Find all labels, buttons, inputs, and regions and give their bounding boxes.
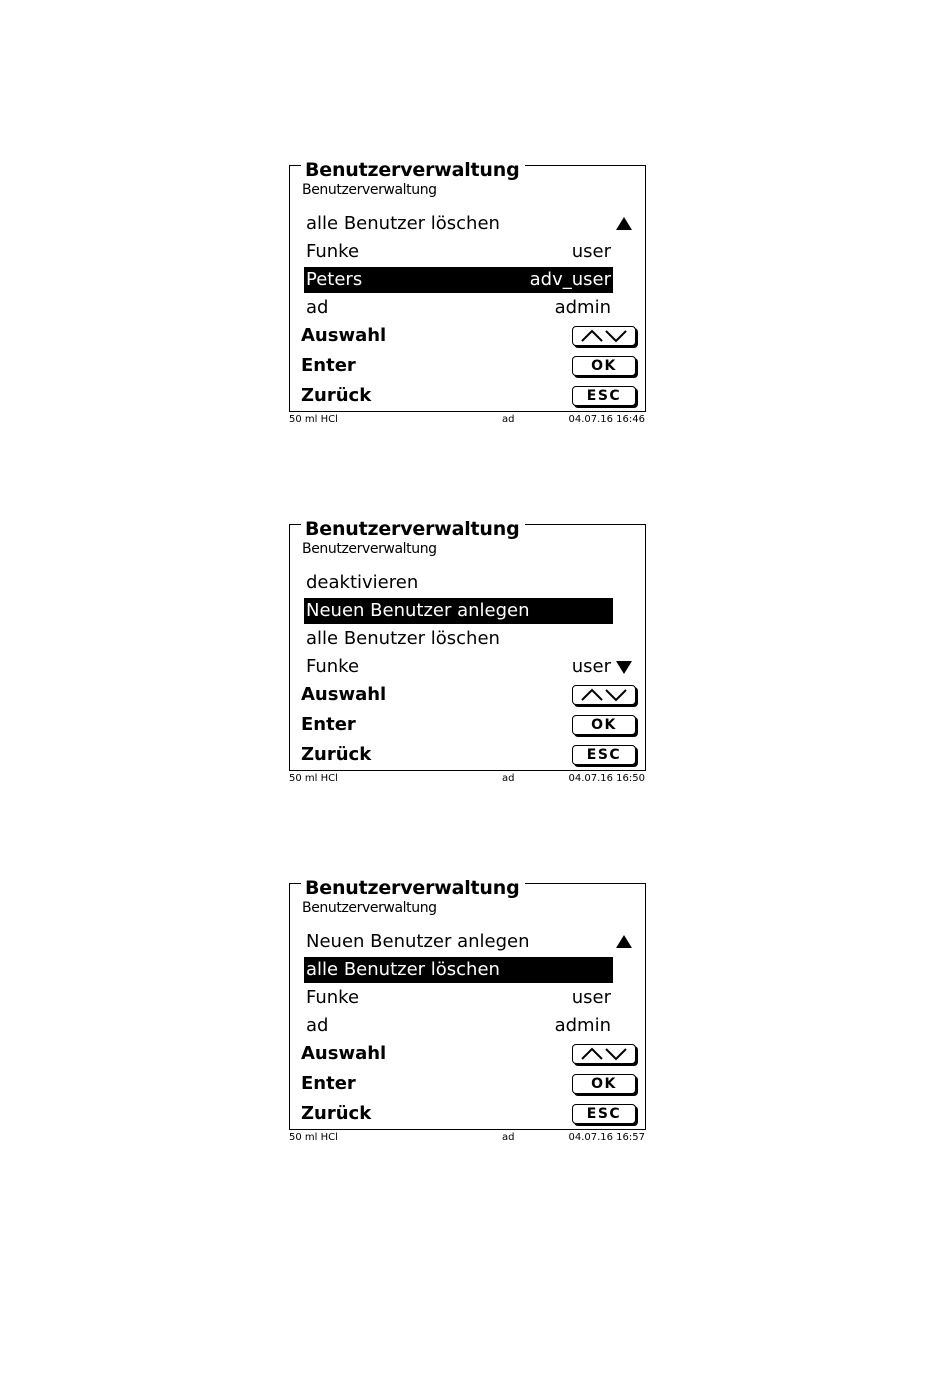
menu-item-label: Funke — [306, 241, 360, 262]
esc-button[interactable]: ESC — [572, 745, 636, 765]
key-row-select — [301, 1041, 636, 1067]
screen-user-management-2 — [289, 518, 646, 787]
up-down-arrows-icon — [579, 688, 629, 702]
key-row-select — [301, 323, 636, 349]
up-arrow-icon — [616, 935, 632, 948]
menu-item-create-user[interactable] — [304, 929, 613, 955]
menu-item-label: deaktivieren — [306, 572, 419, 593]
menu-item-label: alle Benutzer löschen — [306, 628, 500, 649]
status-bar — [289, 412, 646, 428]
status-datetime: 04.07.16 16:57 — [568, 1132, 645, 1143]
ok-button[interactable]: OK — [572, 715, 636, 735]
key-row-enter — [301, 1071, 636, 1097]
menu-item-label: ad — [306, 297, 329, 318]
key-label: Auswahl — [301, 325, 387, 346]
key-label: Enter — [301, 714, 356, 735]
up-down-button[interactable] — [572, 326, 636, 346]
menu-item-user-ad[interactable] — [304, 295, 613, 321]
menu-item-create-user[interactable] — [304, 598, 613, 624]
esc-button[interactable]: ESC — [572, 1104, 636, 1124]
menu-item-role: admin — [554, 1015, 611, 1036]
key-row-back — [301, 383, 636, 409]
menu-item-delete-all-users[interactable] — [304, 211, 613, 237]
status-user: ad — [502, 414, 515, 425]
key-label: Auswahl — [301, 684, 387, 705]
ok-button[interactable]: OK — [572, 1074, 636, 1094]
menu-item-label: Neuen Benutzer anlegen — [306, 600, 530, 621]
menu-item-role: user — [571, 987, 611, 1008]
menu-item-label: alle Benutzer löschen — [306, 959, 500, 980]
key-row-back — [301, 742, 636, 768]
menu-item-role: user — [571, 656, 611, 677]
esc-button[interactable]: ESC — [572, 386, 636, 406]
status-datetime: 04.07.16 16:46 — [568, 414, 645, 425]
key-row-back — [301, 1101, 636, 1127]
menu-item-delete-all-users[interactable] — [304, 957, 613, 983]
up-down-button[interactable] — [572, 685, 636, 705]
menu-item-user-funke[interactable] — [304, 654, 613, 680]
menu-item-role: admin — [554, 297, 611, 318]
up-down-button[interactable] — [572, 1044, 636, 1064]
status-datetime: 04.07.16 16:50 — [568, 773, 645, 784]
screen-subtitle: Benutzerverwaltung — [302, 541, 437, 557]
status-method: 50 ml HCl — [289, 773, 338, 784]
status-user: ad — [502, 1132, 515, 1143]
screen-title: Benutzerverwaltung — [301, 518, 525, 540]
menu-item-label: Funke — [306, 987, 360, 1008]
display-frame — [289, 877, 646, 1130]
ok-button[interactable]: OK — [572, 356, 636, 376]
key-label: Zurück — [301, 744, 372, 765]
screen-subtitle: Benutzerverwaltung — [302, 182, 437, 198]
menu-item-deactivate[interactable] — [304, 570, 613, 596]
key-row-select — [301, 682, 636, 708]
key-label: Zurück — [301, 385, 372, 406]
screen-title: Benutzerverwaltung — [301, 877, 525, 899]
menu-item-role: adv_user — [529, 269, 611, 290]
down-arrow-icon — [616, 661, 632, 674]
status-method: 50 ml HCl — [289, 1132, 338, 1143]
up-arrow-icon — [616, 217, 632, 230]
menu-item-label: alle Benutzer löschen — [306, 213, 500, 234]
menu-item-user-peters[interactable] — [304, 267, 613, 293]
menu-item-label: Neuen Benutzer anlegen — [306, 931, 530, 952]
status-bar — [289, 771, 646, 787]
menu-item-label: Funke — [306, 656, 360, 677]
status-user: ad — [502, 773, 515, 784]
menu-item-delete-all-users[interactable] — [304, 626, 613, 652]
display-frame — [289, 159, 646, 412]
up-down-arrows-icon — [579, 1047, 629, 1061]
menu-item-role: user — [571, 241, 611, 262]
screen-user-management-1 — [289, 159, 646, 428]
key-label: Enter — [301, 1073, 356, 1094]
screen-subtitle: Benutzerverwaltung — [302, 900, 437, 916]
key-row-enter — [301, 353, 636, 379]
key-label: Zurück — [301, 1103, 372, 1124]
menu-item-label: ad — [306, 1015, 329, 1036]
status-method: 50 ml HCl — [289, 414, 338, 425]
menu-item-user-funke[interactable] — [304, 985, 613, 1011]
menu-item-user-funke[interactable] — [304, 239, 613, 265]
key-row-enter — [301, 712, 636, 738]
key-label: Auswahl — [301, 1043, 387, 1064]
display-frame — [289, 518, 646, 771]
menu-item-label: Peters — [306, 269, 363, 290]
up-down-arrows-icon — [579, 329, 629, 343]
screen-title: Benutzerverwaltung — [301, 159, 525, 181]
key-label: Enter — [301, 355, 356, 376]
menu-item-user-ad[interactable] — [304, 1013, 613, 1039]
status-bar — [289, 1130, 646, 1146]
screen-user-management-3 — [289, 877, 646, 1146]
